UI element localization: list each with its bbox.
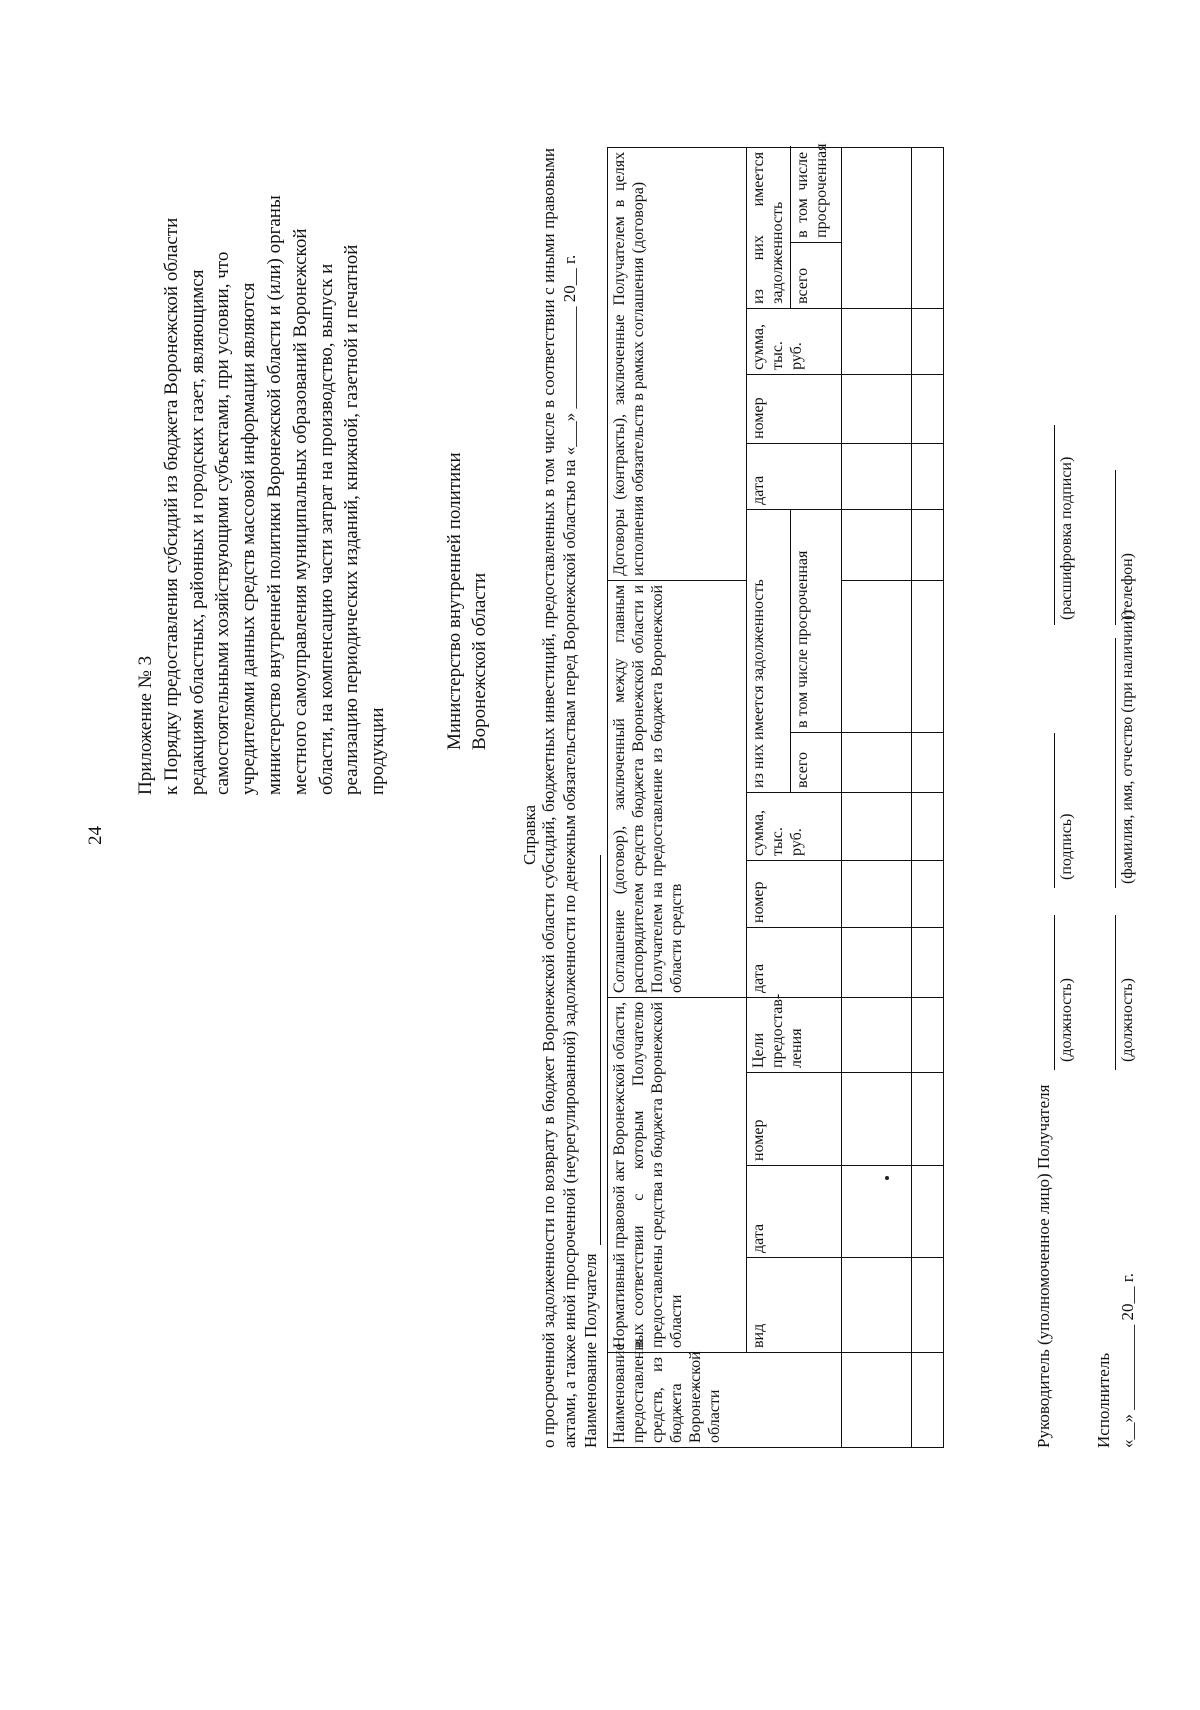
executor-phone-line[interactable]: [1115, 470, 1116, 625]
header-agreement: Соглашение (договор), заключенный между главным распорядителем средств бюджета Воронежской области и Получателем на предоставление из бюджета Воронежской области средств: [608, 580, 747, 997]
header-normative-act: Нормативный правовой акт Воронежской области, в соответствии с которым Получателю предоставлены средства из бюджета Воронежской области: [608, 997, 747, 1352]
header-contracts: Договоры (контракты), заключенные Получателем в целях исполнения обязательств в рамках соглашения (договора): [608, 147, 747, 580]
debt-table: [607, 143, 944, 1448]
header-npa-vid: вид: [747, 1258, 842, 1353]
annex-block: [133, 195, 391, 795]
header-contract-date: дата: [747, 443, 842, 509]
table-row: [912, 147, 944, 1447]
header-npa-number: номер: [747, 1073, 842, 1166]
head-decoding-line[interactable]: [1054, 425, 1055, 625]
executor-position-caption: (должность): [1119, 978, 1136, 1062]
ministry-line-2: Воронежской области: [469, 572, 490, 750]
header-agreement-total: всего: [791, 732, 842, 792]
page-number: 24: [85, 826, 106, 845]
header-contract-debt: из них имеется задолженность: [747, 147, 791, 308]
scan-speck: [885, 1176, 889, 1180]
head-position-caption: (должность): [1058, 978, 1075, 1062]
header-funds-name: Наименование предоставленных средств, из бюджета Воронежской области: [608, 1353, 842, 1448]
head-decoding-caption: (расшифровка подписи): [1058, 456, 1075, 620]
table-row: [842, 147, 912, 1447]
recipient-row: [581, 855, 601, 1448]
header-npa-date: дата: [747, 1166, 842, 1258]
spravka-title: Справка: [520, 804, 539, 865]
executor-label: Исполнитель: [1094, 1352, 1113, 1448]
executor-position-line[interactable]: [1115, 915, 1116, 1070]
annex-title: Приложение № 3: [135, 655, 156, 795]
header-contract-number: номер: [747, 374, 842, 443]
spravka-description: о просроченной задолженности по возврату в бюджет Воронежской области субсидий, бюджетных инвестиций, предоставленных в том числе в соответствии с иными правовыми актами, а также иной просроченной (неурегулированной) задолженности по денежным обязательствам перед Воронежской областью на «___» ____________ 20__ г.: [539, 148, 579, 1448]
ministry-line-1: Министерство внутренней политики: [444, 452, 465, 750]
executor-date: «__» __________ 20__ г.: [1118, 1272, 1137, 1448]
header-agreement-number: номер: [747, 860, 842, 927]
header-agreement-overdue: в том числе просроченная: [791, 509, 842, 732]
recipient-label: Наименование Получателя: [581, 1253, 600, 1448]
executor-fio-line[interactable]: [1115, 638, 1116, 888]
head-signature-caption: (подпись): [1058, 813, 1075, 880]
head-label: Руководитель (уполномоченное лицо) Получателя: [1034, 1084, 1053, 1448]
recipient-input-line[interactable]: [585, 855, 601, 1245]
ministry-block: [442, 452, 492, 750]
header-agreement-date: дата: [747, 927, 842, 997]
header-contract-total: всего: [791, 242, 842, 308]
header-contract-overdue: в том числе просроченная: [791, 147, 842, 242]
header-agreement-sum: сумма, тыс. руб.: [747, 792, 842, 860]
executor-fio-caption: (фамилия, имя, отчество (при наличии)): [1119, 610, 1136, 884]
header-contract-sum: сумма, тыс. руб.: [747, 308, 842, 374]
head-signature-line[interactable]: [1054, 733, 1055, 888]
header-agreement-debt: из них имеется задолженность: [747, 509, 791, 792]
executor-phone-caption: (телефон): [1119, 553, 1136, 620]
header-npa-purpose: Цели предостав-ления: [747, 997, 842, 1072]
head-position-line[interactable]: [1054, 915, 1055, 1070]
annex-text: к Порядку предоставления субсидий из бюджета Воронежской области редакциям областных, районных и городских газет, являющимся самостоятельными хозяйствующими субъектами, при условии, что учредителями данных средств массовой информации являются министерство внутренней политики Воронежской области и (или) органы местного самоуправления муниципальных образований Воронежской области, на компенсацию части затрат на производство, выпуск и реализацию периодических изданий, книжной, газетной и печатной продукции: [160, 195, 389, 795]
